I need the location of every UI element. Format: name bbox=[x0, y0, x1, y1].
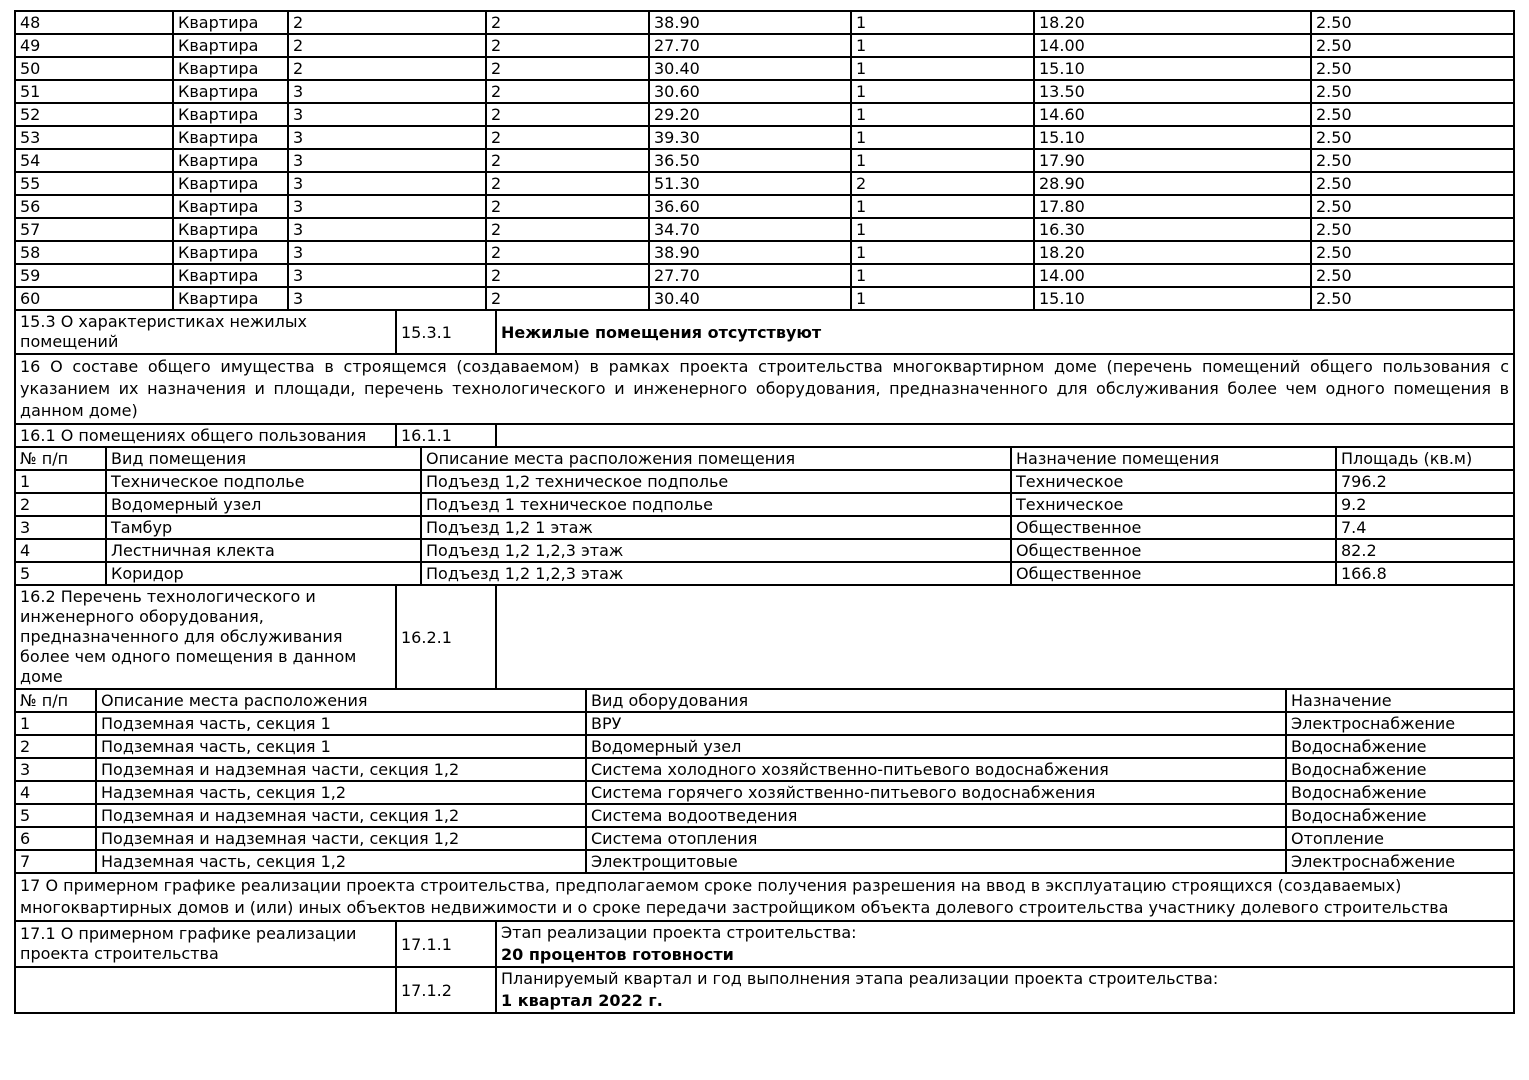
table-cell: 2 bbox=[486, 218, 649, 241]
table-cell: Система холодного хозяйственно-питьевого водоснабжения bbox=[586, 758, 1286, 781]
column-header: Вид оборудования bbox=[586, 689, 1286, 712]
table-cell: 2 bbox=[15, 735, 96, 758]
table-cell: 36.50 bbox=[649, 149, 851, 172]
table-row bbox=[15, 758, 1514, 781]
table-cell: Подъезд 1,2 1 этаж bbox=[421, 516, 1011, 539]
table-cell: Квартира bbox=[173, 103, 288, 126]
table-cell: Подъезд 1,2 1,2,3 этаж bbox=[421, 562, 1011, 585]
table-cell: 1 bbox=[15, 712, 96, 735]
table-row bbox=[15, 126, 1514, 149]
table-row bbox=[15, 493, 1514, 516]
table-cell: Система горячего хозяйственно-питьевого водоснабжения bbox=[586, 781, 1286, 804]
apartments-table bbox=[14, 10, 1515, 311]
table-cell: Водоснабжение bbox=[1286, 735, 1514, 758]
column-header: № п/п bbox=[15, 447, 106, 470]
table-cell: 2.50 bbox=[1311, 126, 1514, 149]
section-16-1-value-empty bbox=[496, 424, 1514, 447]
table-cell: 1 bbox=[851, 195, 1034, 218]
table-cell: 52 bbox=[15, 103, 173, 126]
table-cell: 2.50 bbox=[1311, 218, 1514, 241]
table-cell: 36.60 bbox=[649, 195, 851, 218]
table-cell: Отопление bbox=[1286, 827, 1514, 850]
table-cell: Квартира bbox=[173, 80, 288, 103]
table-cell: 13.50 bbox=[1034, 80, 1311, 103]
common-rooms-table bbox=[14, 446, 1515, 586]
table-row bbox=[15, 34, 1514, 57]
table-cell: 30.60 bbox=[649, 80, 851, 103]
table-cell: 1 bbox=[851, 103, 1034, 126]
section-17 bbox=[14, 872, 1515, 922]
table-cell: 3 bbox=[288, 172, 486, 195]
section-15-3-code: 15.3.1 bbox=[396, 310, 496, 354]
section-16-2 bbox=[14, 584, 1515, 690]
table-row bbox=[15, 57, 1514, 80]
table-cell: 1 bbox=[851, 126, 1034, 149]
table-cell: Общественное bbox=[1011, 516, 1336, 539]
table-cell: 16.30 bbox=[1034, 218, 1311, 241]
table-cell: 4 bbox=[15, 781, 96, 804]
table-row bbox=[15, 873, 1514, 921]
table-cell: 2.50 bbox=[1311, 57, 1514, 80]
table-cell: 17.80 bbox=[1034, 195, 1311, 218]
table-cell: Подъезд 1 техническое подполье bbox=[421, 493, 1011, 516]
table-cell: Подземная часть, секция 1 bbox=[96, 712, 586, 735]
table-cell: 6 bbox=[15, 827, 96, 850]
apartments-table-body bbox=[15, 11, 1514, 310]
table-header-row bbox=[15, 447, 1514, 470]
section-17-1-label-empty bbox=[15, 967, 396, 1013]
table-cell: Квартира bbox=[173, 126, 288, 149]
table-cell: 34.70 bbox=[649, 218, 851, 241]
section-16 bbox=[14, 353, 1515, 425]
table-cell: 1 bbox=[15, 470, 106, 493]
table-cell: Электроснабжение bbox=[1286, 850, 1514, 873]
table-row bbox=[15, 149, 1514, 172]
stage-value: 1 квартал 2022 г. bbox=[501, 991, 663, 1010]
table-cell: Подъезд 1,2 1,2,3 этаж bbox=[421, 539, 1011, 562]
table-cell: 3 bbox=[288, 195, 486, 218]
section-16-2-value-empty bbox=[496, 585, 1514, 689]
table-row bbox=[15, 735, 1514, 758]
table-cell: 1 bbox=[851, 287, 1034, 310]
table-row bbox=[15, 172, 1514, 195]
table-cell: 38.90 bbox=[649, 241, 851, 264]
table-cell: 2 bbox=[486, 264, 649, 287]
table-cell: 2 bbox=[486, 57, 649, 80]
table-row bbox=[15, 921, 1514, 967]
table-cell: 1 bbox=[851, 149, 1034, 172]
table-row bbox=[15, 218, 1514, 241]
table-cell: 2 bbox=[15, 493, 106, 516]
table-cell: 2.50 bbox=[1311, 241, 1514, 264]
table-row bbox=[15, 585, 1514, 689]
table-row bbox=[15, 516, 1514, 539]
table-cell: Водоснабжение bbox=[1286, 781, 1514, 804]
section-16-1 bbox=[14, 423, 1515, 448]
table-cell: Квартира bbox=[173, 195, 288, 218]
table-cell: 2.50 bbox=[1311, 149, 1514, 172]
table-cell: 53 bbox=[15, 126, 173, 149]
table-cell: 15.10 bbox=[1034, 287, 1311, 310]
section-16-2-code: 16.2.1 bbox=[396, 585, 496, 689]
table-cell: 29.20 bbox=[649, 103, 851, 126]
table-cell: 30.40 bbox=[649, 57, 851, 80]
column-header: Описание места расположения помещения bbox=[421, 447, 1011, 470]
table-cell: Квартира bbox=[173, 11, 288, 34]
table-cell: Квартира bbox=[173, 264, 288, 287]
table-cell: 59 bbox=[15, 264, 173, 287]
column-header: Назначение помещения bbox=[1011, 447, 1336, 470]
table-cell: Общественное bbox=[1011, 539, 1336, 562]
table-cell: 17.90 bbox=[1034, 149, 1311, 172]
table-row bbox=[15, 354, 1514, 424]
table-cell: 49 bbox=[15, 34, 173, 57]
stage-value: 20 процентов готовности bbox=[501, 945, 734, 964]
table-cell: Система отопления bbox=[586, 827, 1286, 850]
equipment-table bbox=[14, 688, 1515, 874]
table-cell: 3 bbox=[15, 516, 106, 539]
table-row bbox=[15, 11, 1514, 34]
table-cell: 2.50 bbox=[1311, 264, 1514, 287]
table-cell: 1 bbox=[851, 11, 1034, 34]
table-cell: 39.30 bbox=[649, 126, 851, 149]
table-cell: 4 bbox=[15, 539, 106, 562]
table-cell: Водоснабжение bbox=[1286, 804, 1514, 827]
table-cell: 1 bbox=[851, 80, 1034, 103]
table-cell: 2 bbox=[486, 287, 649, 310]
table-cell: Надземная часть, секция 1,2 bbox=[96, 781, 586, 804]
section-16-2-label: 16.2 Перечень технологического и инженерного оборудования, предназначенного для обслуживания более чем одного помещения в данном доме bbox=[15, 585, 396, 689]
table-row bbox=[15, 804, 1514, 827]
table-cell: Общественное bbox=[1011, 562, 1336, 585]
table-cell: 2.50 bbox=[1311, 195, 1514, 218]
equipment-table-body bbox=[15, 712, 1514, 873]
table-cell: Водомерный узел bbox=[106, 493, 421, 516]
table-cell: 3 bbox=[288, 103, 486, 126]
table-cell: 2 bbox=[486, 195, 649, 218]
table-cell: 1 bbox=[851, 264, 1034, 287]
section-17-1-2-code: 17.1.2 bbox=[396, 967, 496, 1013]
table-row bbox=[15, 850, 1514, 873]
table-cell: 58 bbox=[15, 241, 173, 264]
document-body bbox=[14, 10, 1513, 1014]
column-header: Описание места расположения bbox=[96, 689, 586, 712]
table-cell: 3 bbox=[15, 758, 96, 781]
table-cell: 48 bbox=[15, 11, 173, 34]
table-cell: 2 bbox=[486, 149, 649, 172]
table-cell: 82.2 bbox=[1336, 539, 1514, 562]
table-cell: Квартира bbox=[173, 287, 288, 310]
table-cell: 27.70 bbox=[649, 34, 851, 57]
table-cell: Подземная и надземная части, секция 1,2 bbox=[96, 827, 586, 850]
table-cell: 1 bbox=[851, 241, 1034, 264]
table-cell: 2.50 bbox=[1311, 287, 1514, 310]
table-row bbox=[15, 241, 1514, 264]
table-row bbox=[15, 827, 1514, 850]
section-17-1 bbox=[14, 920, 1515, 1014]
table-cell: Квартира bbox=[173, 57, 288, 80]
table-cell: 166.8 bbox=[1336, 562, 1514, 585]
table-row bbox=[15, 712, 1514, 735]
table-row bbox=[15, 310, 1514, 354]
table-cell: Тамбур bbox=[106, 516, 421, 539]
section-16-1-code: 16.1.1 bbox=[396, 424, 496, 447]
table-cell: 57 bbox=[15, 218, 173, 241]
table-cell: 38.90 bbox=[649, 11, 851, 34]
table-cell: 5 bbox=[15, 562, 106, 585]
table-cell: 5 bbox=[15, 804, 96, 827]
table-cell: 51 bbox=[15, 80, 173, 103]
table-cell: 2 bbox=[486, 126, 649, 149]
table-cell: 2.50 bbox=[1311, 80, 1514, 103]
stage-caption: Этап реализации проекта строительства: bbox=[501, 923, 857, 942]
table-cell: 15.10 bbox=[1034, 57, 1311, 80]
table-cell: 28.90 bbox=[1034, 172, 1311, 195]
table-cell: 3 bbox=[288, 218, 486, 241]
table-cell: 1 bbox=[851, 34, 1034, 57]
table-row bbox=[15, 287, 1514, 310]
table-cell: 2 bbox=[486, 80, 649, 103]
table-cell: Подъезд 1,2 техническое подполье bbox=[421, 470, 1011, 493]
table-cell: 60 bbox=[15, 287, 173, 310]
common-rooms-table-body bbox=[15, 470, 1514, 585]
table-cell: 3 bbox=[288, 80, 486, 103]
table-cell: 2 bbox=[288, 34, 486, 57]
table-cell: Подземная и надземная части, секция 1,2 bbox=[96, 804, 586, 827]
table-cell: Квартира bbox=[173, 172, 288, 195]
section-15-3 bbox=[14, 309, 1515, 355]
table-cell: Техническое подполье bbox=[106, 470, 421, 493]
table-row bbox=[15, 781, 1514, 804]
table-cell: Квартира bbox=[173, 34, 288, 57]
table-cell: Водомерный узел bbox=[586, 735, 1286, 758]
section-15-3-label: 15.3 О характеристиках нежилых помещений bbox=[15, 310, 396, 354]
table-cell: Лестничная клекта bbox=[106, 539, 421, 562]
table-cell: Квартира bbox=[173, 241, 288, 264]
table-cell: 3 bbox=[288, 287, 486, 310]
table-cell: 2.50 bbox=[1311, 172, 1514, 195]
table-cell: 7 bbox=[15, 850, 96, 873]
table-row bbox=[15, 264, 1514, 287]
table-cell: 51.30 bbox=[649, 172, 851, 195]
section-17-1-1-code: 17.1.1 bbox=[396, 921, 496, 967]
stage-caption: Планируемый квартал и год выполнения этапа реализации проекта строительства: bbox=[501, 969, 1219, 988]
table-cell: 56 bbox=[15, 195, 173, 218]
table-cell: Подземная часть, секция 1 bbox=[96, 735, 586, 758]
table-cell: 2.50 bbox=[1311, 103, 1514, 126]
table-cell: 7.4 bbox=[1336, 516, 1514, 539]
table-cell: Квартира bbox=[173, 149, 288, 172]
column-header: Вид помещения bbox=[106, 447, 421, 470]
column-header: Площадь (кв.м) bbox=[1336, 447, 1514, 470]
section-16-1-label: 16.1 О помещениях общего пользования bbox=[15, 424, 396, 447]
table-cell: 2 bbox=[486, 11, 649, 34]
table-cell: ВРУ bbox=[586, 712, 1286, 735]
table-cell: Система водоотведения bbox=[586, 804, 1286, 827]
table-cell: 54 bbox=[15, 149, 173, 172]
table-cell: 3 bbox=[288, 126, 486, 149]
table-cell: 1 bbox=[851, 218, 1034, 241]
table-cell: 14.00 bbox=[1034, 34, 1311, 57]
table-cell: 14.60 bbox=[1034, 103, 1311, 126]
column-header: Назначение bbox=[1286, 689, 1514, 712]
table-cell: 796.2 bbox=[1336, 470, 1514, 493]
table-cell: Электрощитовые bbox=[586, 850, 1286, 873]
table-cell: 50 bbox=[15, 57, 173, 80]
table-cell: 15.10 bbox=[1034, 126, 1311, 149]
table-cell: 27.70 bbox=[649, 264, 851, 287]
table-cell: 2.50 bbox=[1311, 11, 1514, 34]
table-cell: 2.50 bbox=[1311, 34, 1514, 57]
table-header-row bbox=[15, 689, 1514, 712]
table-cell: 2 bbox=[486, 241, 649, 264]
table-cell: 2 bbox=[288, 11, 486, 34]
table-cell: 18.20 bbox=[1034, 241, 1311, 264]
table-row bbox=[15, 562, 1514, 585]
table-cell: 3 bbox=[288, 241, 486, 264]
table-row bbox=[15, 195, 1514, 218]
table-row bbox=[15, 80, 1514, 103]
table-cell: 3 bbox=[288, 149, 486, 172]
table-cell: 1 bbox=[851, 57, 1034, 80]
table-row bbox=[15, 424, 1514, 447]
table-cell: 2 bbox=[486, 34, 649, 57]
stage-cell bbox=[496, 967, 1514, 1013]
table-cell: Квартира bbox=[173, 218, 288, 241]
table-cell: 2 bbox=[851, 172, 1034, 195]
table-cell: Водоснабжение bbox=[1286, 758, 1514, 781]
table-cell: 18.20 bbox=[1034, 11, 1311, 34]
table-cell: 2 bbox=[288, 57, 486, 80]
table-row bbox=[15, 470, 1514, 493]
table-cell: 2 bbox=[486, 172, 649, 195]
column-header: № п/п bbox=[15, 689, 96, 712]
table-cell: 2 bbox=[486, 103, 649, 126]
section-17-1-label: 17.1 О примерном графике реализации проекта строительства bbox=[15, 921, 396, 967]
table-cell: Техническое bbox=[1011, 493, 1336, 516]
table-row bbox=[15, 103, 1514, 126]
table-cell: Коридор bbox=[106, 562, 421, 585]
table-cell: Электроснабжение bbox=[1286, 712, 1514, 735]
table-cell: 9.2 bbox=[1336, 493, 1514, 516]
table-cell: 55 bbox=[15, 172, 173, 195]
table-cell: Подземная и надземная части, секция 1,2 bbox=[96, 758, 586, 781]
table-cell: 30.40 bbox=[649, 287, 851, 310]
section-17-heading: 17 О примерном графике реализации проекта строительства, предполагаемом сроке получения разрешения на ввод в эксплуатацию строящихся (создаваемых) многоквартирных домов и (или) иных объектов недвижимости и о сроке передачи застройщиком объекта долевого строительства участнику долевого строительства bbox=[15, 873, 1514, 921]
stage-cell bbox=[496, 921, 1514, 967]
table-cell: Техническое bbox=[1011, 470, 1336, 493]
section-16-heading: 16 О составе общего имущества в строящемся (создаваемом) в рамках проекта строительства многоквартирном доме (перечень помещений общего пользования с указанием их назначения и площади, перечень технологического и инженерного оборудования, предназначенного для обслуживания более чем одного помещения в данном доме) bbox=[15, 354, 1514, 424]
section-15-3-value: Нежилые помещения отсутствуют bbox=[496, 310, 1514, 354]
table-cell: 3 bbox=[288, 264, 486, 287]
table-cell: Надземная часть, секция 1,2 bbox=[96, 850, 586, 873]
table-cell: 14.00 bbox=[1034, 264, 1311, 287]
table-row bbox=[15, 539, 1514, 562]
table-row bbox=[15, 967, 1514, 1013]
